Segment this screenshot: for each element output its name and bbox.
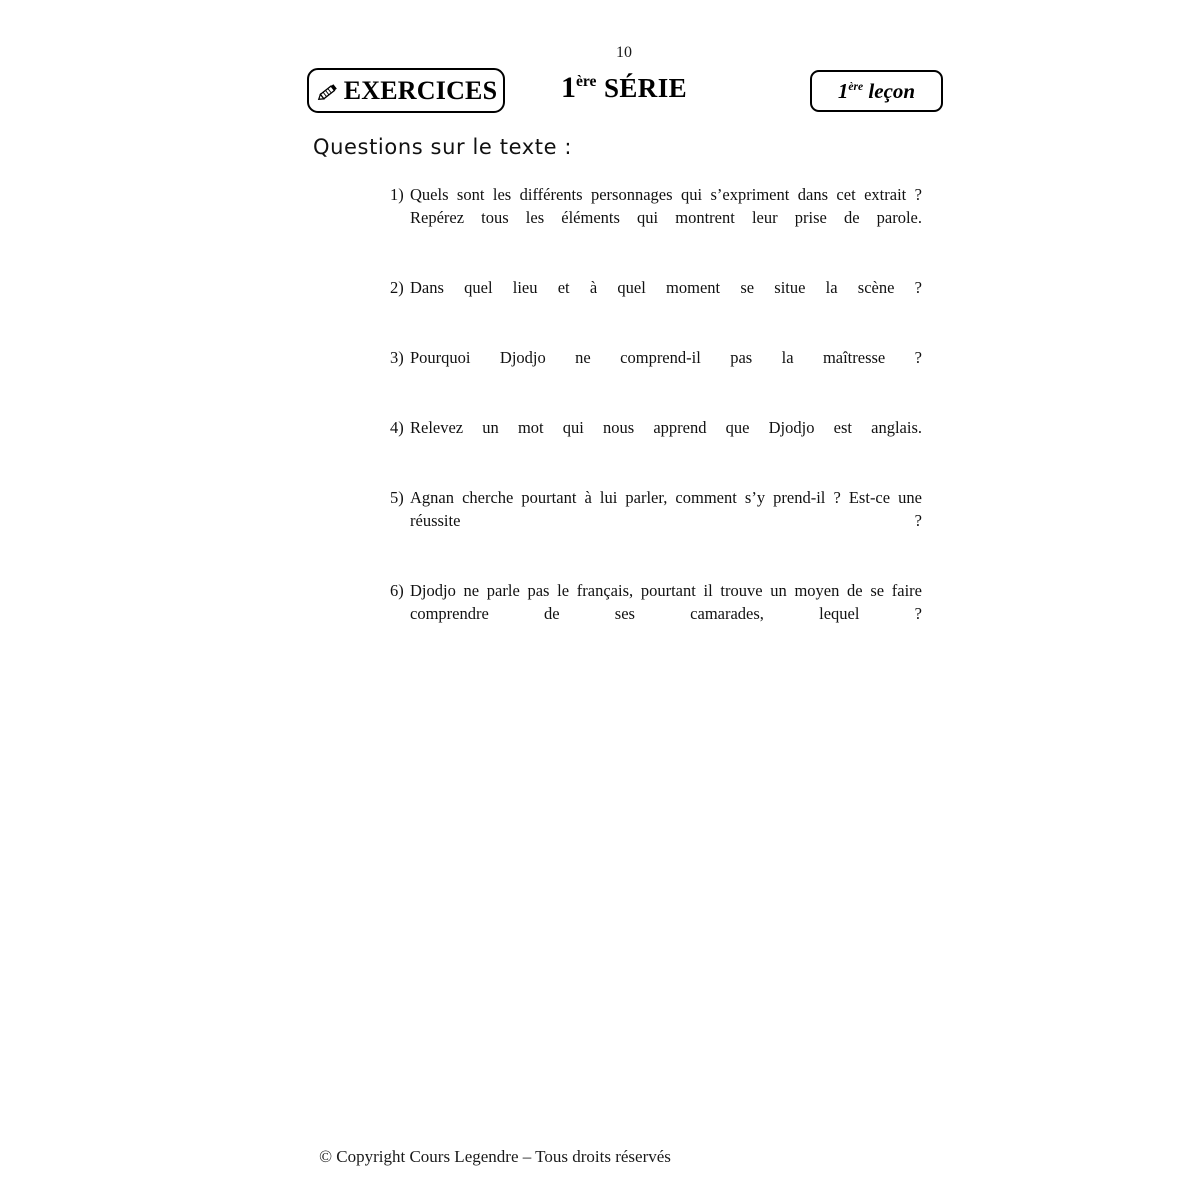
question-number: 6)	[390, 581, 404, 601]
question-text: Djodjo ne parle pas le français, pourtant il trouve un moyen de se faire comprendre de ses camarades, lequel ?	[410, 581, 922, 624]
question-number: 1)	[390, 185, 404, 204]
exercices-label: EXERCICES	[343, 75, 498, 105]
question-text: Quels sont les différents personnages qui s’expriment dans cet extrait ? Repérez tous les éléments qui montrent leur prise de parole.	[410, 185, 922, 228]
page-number-value: 10	[616, 44, 632, 61]
lecon-ordinal-suffix: ère	[848, 80, 864, 93]
serie-ordinal-suffix: ère	[575, 73, 597, 90]
lecon-word: leçon	[868, 78, 916, 103]
question-text: Agnan cherche pourtant à lui parler, comment s’y prend-il ? Est-ce une réussite ?	[410, 487, 922, 531]
serie-number: 1	[560, 71, 576, 104]
copyright-notice: © Copyright Cours Legendre – Tous droits réservés	[319, 1147, 671, 1166]
page-title	[0, 73, 1200, 103]
page-number	[0, 45, 1200, 61]
page-footer	[0, 1148, 1200, 1165]
question-item	[390, 579, 922, 649]
lecon-badge	[810, 70, 943, 112]
question-number: 2)	[390, 278, 404, 298]
questions-list	[390, 183, 922, 649]
page-header	[0, 0, 1200, 130]
question-item	[390, 276, 922, 323]
question-number: 3)	[390, 348, 404, 368]
question-text: Dans quel lieu et à quel moment se situe la scène ?	[410, 278, 922, 298]
question-number: 5)	[390, 487, 404, 507]
question-text: Pourquoi Djodjo ne comprend-il pas la maîtresse ?	[410, 348, 922, 368]
serie-word: SÉRIE	[603, 73, 688, 103]
question-item	[390, 486, 922, 556]
section-heading: Questions sur le texte :	[313, 135, 573, 159]
question-item	[390, 416, 922, 463]
lecon-number: 1	[837, 78, 849, 103]
question-item	[390, 183, 922, 253]
question-text: Relevez un mot qui nous apprend que Djodjo est anglais.	[410, 417, 922, 437]
question-item	[390, 346, 922, 393]
question-number: 4)	[390, 417, 404, 437]
